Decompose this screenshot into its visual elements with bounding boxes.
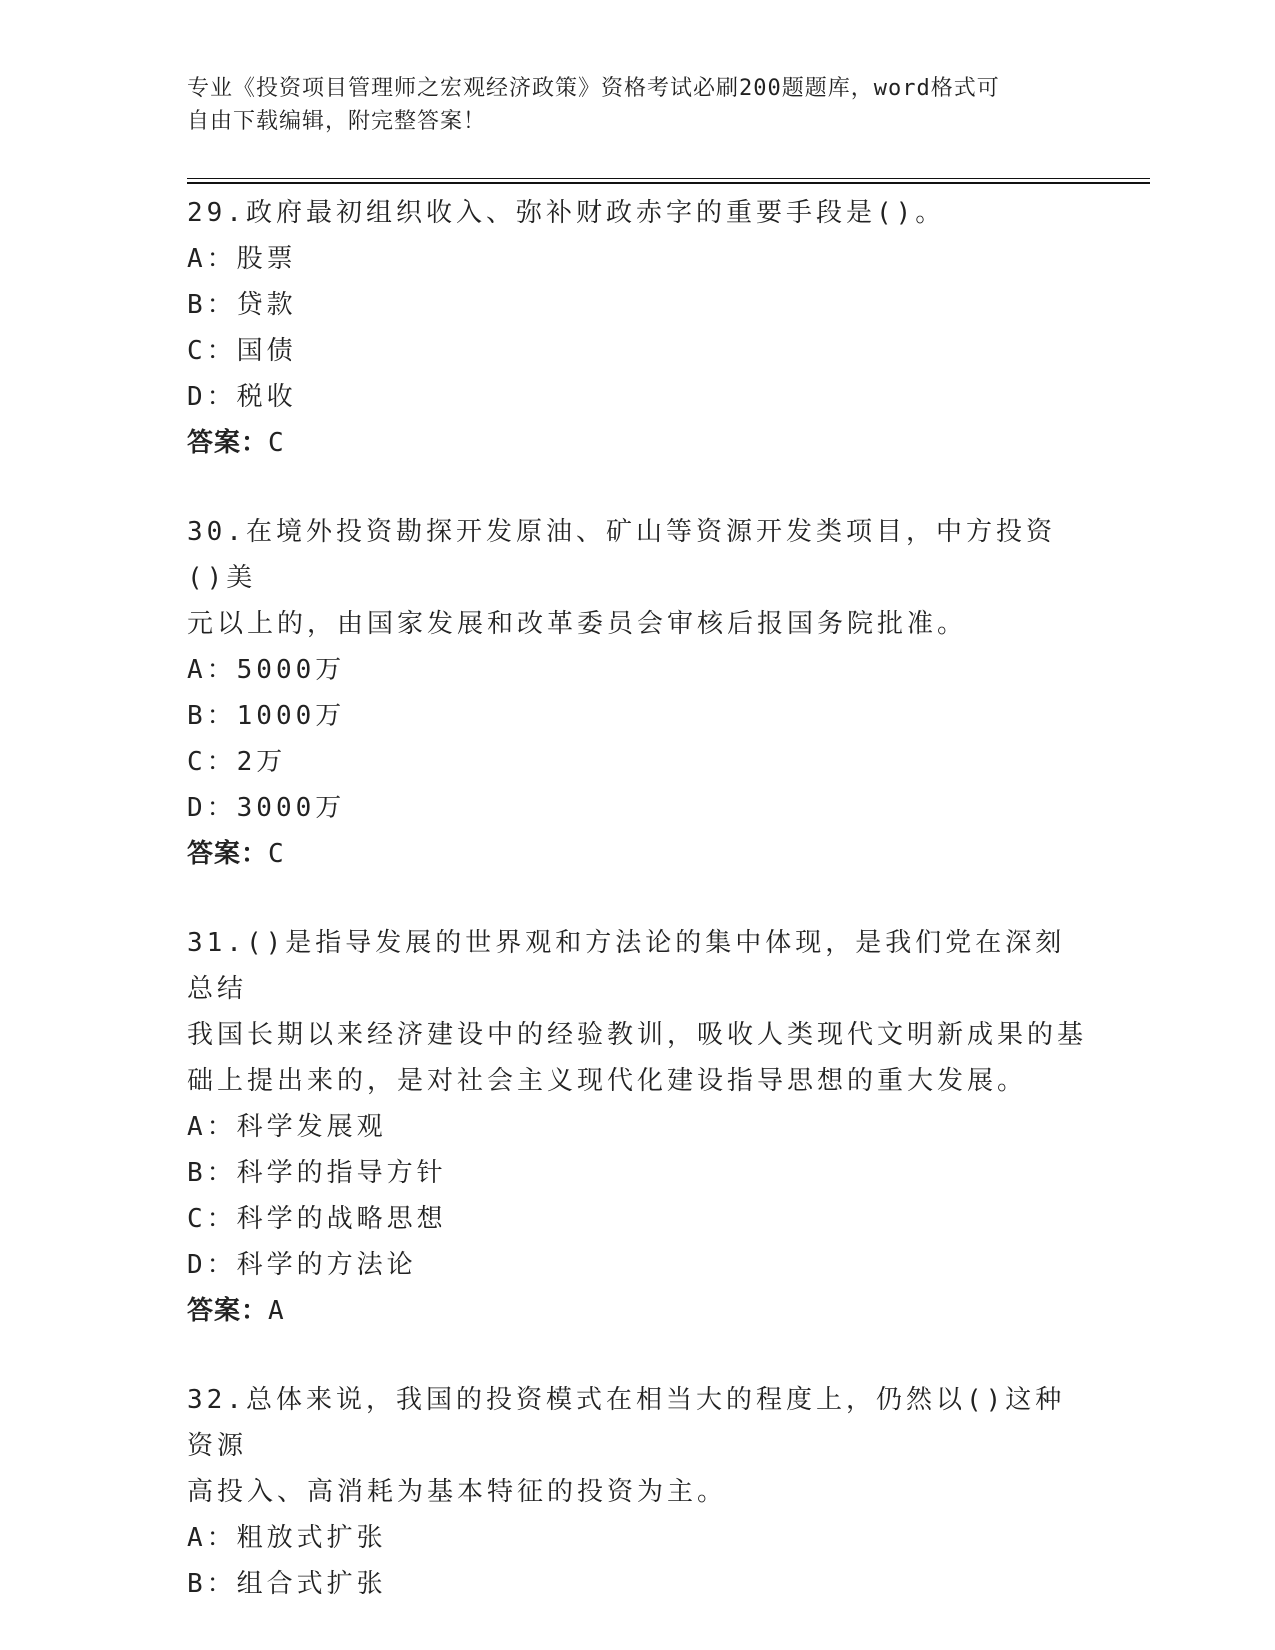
answer-line [187,831,1087,877]
question-30 [187,509,1087,877]
option-d: D：税收 [187,382,297,412]
answer-line [187,420,1087,466]
option-a: A：科学发展观 [187,1112,387,1142]
question-stem-line-2: 我国长期以来经济建设中的经验教训，吸收人类现代文明新成果的基 [187,1020,1088,1050]
answer-line [187,1288,1087,1334]
question-stem-line-1: 32.总体来说，我国的投资模式在相当大的程度上，仍然以()这种资源 [187,1385,1066,1461]
answer-value: A [268,1296,285,1326]
answer-label: 答案： [187,839,269,869]
option-c: C：2万 [187,747,287,777]
question-stem-line-2: 元以上的，由国家发展和改革委员会审核后报国务院批准。 [187,609,968,639]
question-32 [187,1377,1087,1607]
option-b: B：组合式扩张 [187,1569,387,1599]
answer-value: C [268,839,285,869]
option-c: C：国债 [187,336,297,366]
question-list [187,190,1087,1650]
option-d: D：科学的方法论 [187,1250,417,1280]
header-line-1: 专业《投资项目管理师之宏观经济政策》资格考试必刷200题题库，word格式可 [187,76,1000,101]
question-29 [187,190,1087,466]
header-divider-thick [187,182,1150,184]
option-c: C：科学的战略思想 [187,1204,447,1234]
option-d: D：3000万 [187,793,346,823]
answer-label: 答案： [187,428,269,458]
option-b: B：1000万 [187,701,346,731]
question-stem-line-1: 31.()是指导发展的世界观和方法论的集中体现，是我们党在深刻总结 [187,928,1066,1004]
question-stem-line-2: 高投入、高消耗为基本特征的投资为主。 [187,1477,728,1507]
answer-label: 答案： [187,1296,269,1326]
option-b: B：科学的指导方针 [187,1158,447,1188]
option-a: A：粗放式扩张 [187,1523,387,1553]
option-b: B：贷款 [187,290,297,320]
option-a: A：股票 [187,244,297,274]
question-31 [187,920,1087,1334]
question-stem-line-3: 础上提出来的，是对社会主义现代化建设指导思想的重大发展。 [187,1066,1028,1096]
option-a: A：5000万 [187,655,346,685]
header-divider-thin [187,178,1150,179]
question-stem-line-1: 30.在境外投资勘探开发原油、矿山等资源开发类项目，中方投资()美 [187,517,1056,593]
document-header [187,72,1067,138]
question-stem: 29.政府最初组织收入、弥补财政赤字的重要手段是()。 [187,198,946,228]
header-line-2: 自由下载编辑，附完整答案！ [187,109,487,134]
answer-value: C [268,428,285,458]
